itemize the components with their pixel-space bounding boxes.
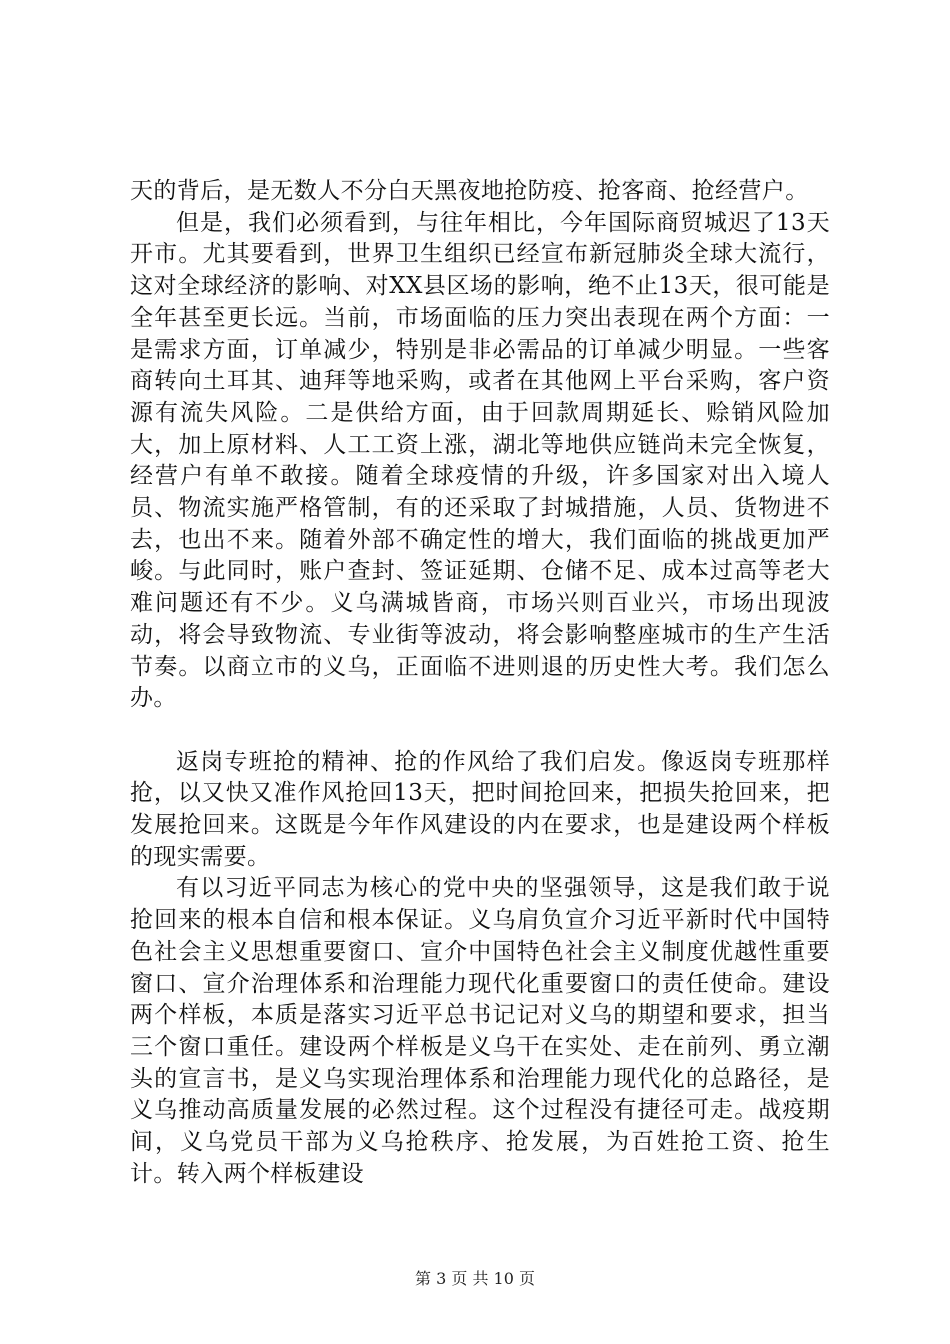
paragraph-return-team: 返岗专班抢的精神、抢的作风给了我们启发。像返岗专班那样抢，以又快又准作风抢回13天，把时间抢回来，把损失抢回来，把发展抢回来。这既是今年作风建设的内在要求，也是建设两个样板的现实需要。 — [130, 748, 830, 870]
paragraph-market-pressure: 但是，我们必须看到，与往年相比，今年国际商贸城迟了13天开市。尤其要看到，世界卫生组织已经宣布新冠肺炎全球大流行，这对全球经济的影响、对XX县区场的影响，绝不止13天，很可能是全年甚至更长远。当前，市场面临的压力突出表现在两个方面：一是需求方面，订单减少，特别是非必需品的订单减少明显。一些客商转向土耳其、迪拜等地采购，或者在其他网上平台采购，客户资源有流失风险。二是供给方面，由于回款周期延长、赊销风险加大，加上原材料、人工工资上涨，湖北等地供应链尚未完全恢复，经营户有单不敢接。随着全球疫情的升级，许多国家对出入境人员、物流实施严格管制，有的还采取了封城措施，人员、货物进不去，也出不来。随着外部不确定性的增大，我们面临的挑战更加严峻。与此同时，账户查封、签证延期、仓储不足、成本过高等老大难问题还有不少。义乌满城皆商，市场兴则百业兴，市场出现波动，将会导致物流、专业街等波动，将会影响整座城市的生产生活节奏。以商立市的义乌，正面临不进则退的历史性大考。我们怎么办。 — [130, 209, 830, 712]
paragraph-leadership: 有以习近平同志为核心的党中央的坚强领导，这是我们敢于说抢回来的根本自信和根本保证。义乌肩负宣介习近平新时代中国特色社会主义思想重要窗口、宣介中国特色社会主义制度优越性重要窗口、宣介治理体系和治理能力现代化重要窗口的责任使命。建设两个样板，本质是落实习近平总书记记对义乌的期望和要求，担当三个窗口重任。建设两个样板是义乌干在实处、走在前列、勇立潮头的宣言书，是义乌实现治理体系和治理能力现代化的总路径，是义乌推动高质量发展的必然过程。这个过程没有捷径可走。战疫期间，义乌党员干部为义乌抢秩序、抢发展，为百姓抢工资、抢生计。转入两个样板建设 — [130, 875, 830, 1187]
paragraph-continuation: 天的背后，是无数人不分白天黑夜地抢防疫、抢客商、抢经营户。 — [130, 178, 809, 204]
page-number-footer: 第 3 页 共 10 页 — [415, 1269, 535, 1288]
body-text — [130, 176, 830, 1190]
